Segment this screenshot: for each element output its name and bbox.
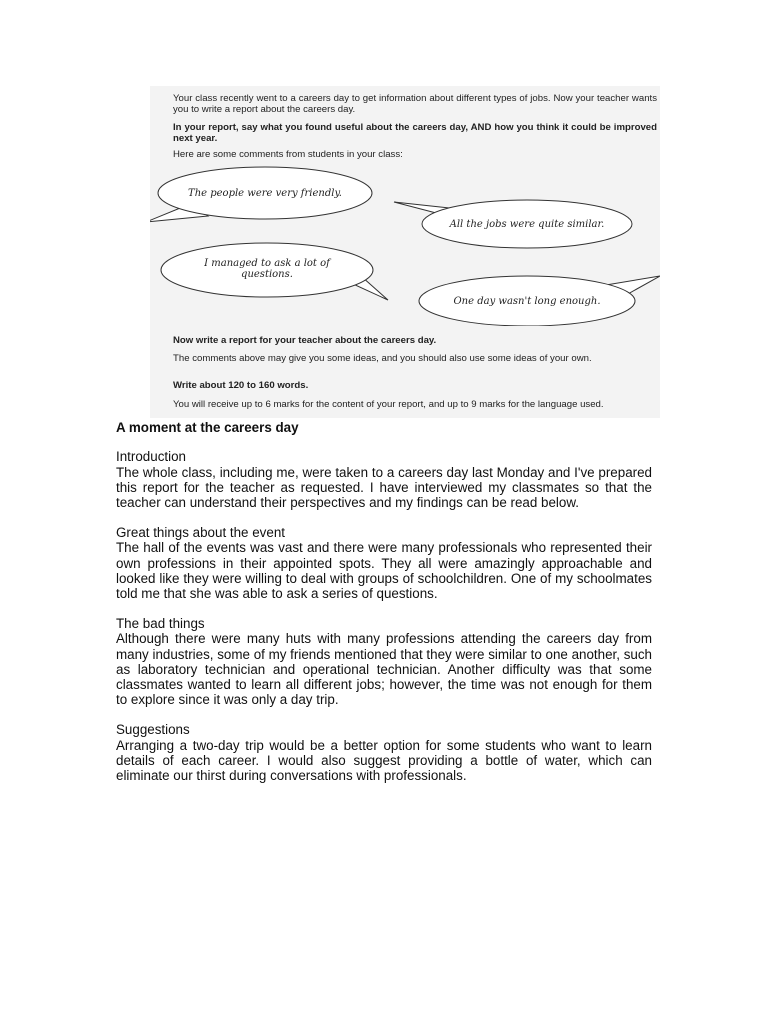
bubble-text-1: The people were very friendly. xyxy=(188,188,342,199)
task-intro: Your class recently went to a careers day to get information about different types of jobs. Now your teacher wants you to write a report about the careers day. xyxy=(173,93,657,115)
bubble-text-3a: I managed to ask a lot of xyxy=(204,258,330,269)
essay-section-bad-things xyxy=(116,616,652,708)
section-text: The whole class, including me, were taken to a careers day last Monday and I've prepared this report for the teacher as requested. I have interviewed my classmates so that the teacher can understand their perspectives and my findings can be read below. xyxy=(116,464,652,511)
essay-section-introduction xyxy=(116,449,652,510)
section-text: The hall of the events was vast and there were many professionals who represented their own professions in their appointed spots. They all were amazingly approachable and looked like they were willing to deal with groups of schoolchildren. One of my schoolmates told me that she was able to ask a series of questions. xyxy=(116,540,652,602)
essay-section-great-things xyxy=(116,525,652,601)
section-text: Arranging a two-day trip would be a better option for some students who want to learn details of each career. I would also suggest providing a bottle of water, which can eliminate our thirst during conversations with professionals. xyxy=(116,737,652,784)
section-heading: Great things about the event xyxy=(116,524,285,540)
speech-bubbles xyxy=(150,166,660,326)
task-ideas-note: The comments above may give you some ideas, and you should also use some ideas of your own. xyxy=(173,353,592,364)
task-word-count: Write about 120 to 160 words. xyxy=(173,380,309,391)
task-comments-intro: Here are some comments from students in your class: xyxy=(173,149,403,160)
task-write-prompt: Now write a report for your teacher about the careers day. xyxy=(173,335,437,346)
task-prompt-image xyxy=(150,86,660,418)
bubble-text-3b: questions. xyxy=(241,269,293,280)
essay xyxy=(116,420,652,798)
section-heading: Introduction xyxy=(116,449,186,465)
bubble-text-4: One day wasn't long enough. xyxy=(453,296,601,307)
task-instruction: In your report, say what you found useful about the careers day, AND how you think it could be improved next year. xyxy=(173,122,657,144)
essay-section-suggestions xyxy=(116,722,652,783)
section-heading: The bad things xyxy=(116,615,205,631)
essay-title: A moment at the careers day xyxy=(116,420,299,435)
bubble-text-2: All the jobs were quite similar. xyxy=(449,219,605,230)
task-marks-note: You will receive up to 6 marks for the content of your report, and up to 9 marks for the language used. xyxy=(173,399,604,410)
section-text: Although there were many huts with many professions attending the careers day from many industries, some of my friends mentioned that they were similar to one another, such as laboratory technician and operational technician. Another difficulty was that some classmates wanted to learn all different jobs; however, the time was not enough for them to explore since it was only a day trip. xyxy=(116,631,652,708)
section-heading: Suggestions xyxy=(116,722,190,738)
